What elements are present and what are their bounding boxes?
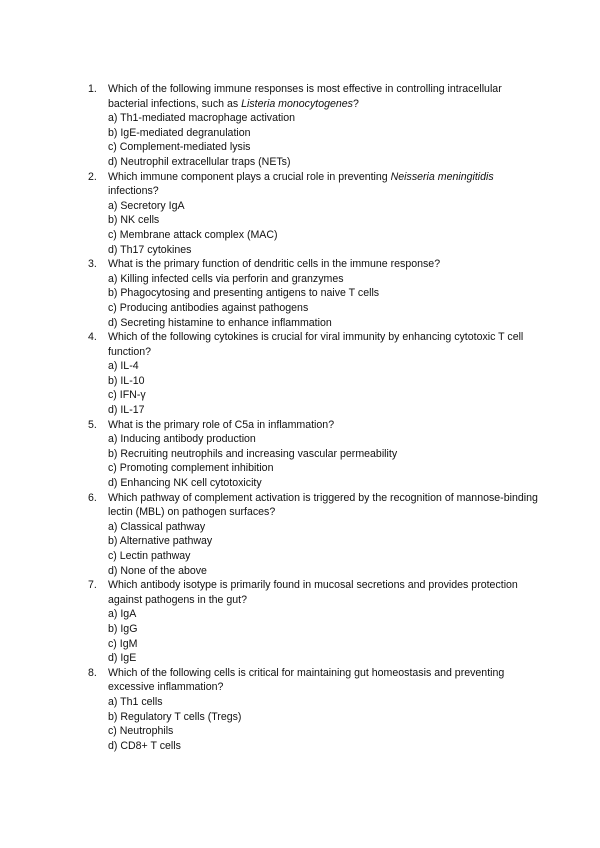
answer-option: b) NK cells [108,214,160,227]
answer-option: a) Th1-mediated macrophage activation [108,112,296,125]
answer-option: d) None of the above [108,564,207,577]
answer-options [108,607,540,665]
question-number: 2. [88,170,97,183]
question-number: 4. [88,331,97,344]
question-text: Which of the following cytokines is crucial for viral immunity by enhancing cytotoxic T cell function? [108,331,524,358]
answer-option: b) IL-10 [108,374,145,387]
question-5 [0,418,600,491]
answer-option: a) Secretory IgA [108,199,185,212]
question-list [0,82,600,753]
question-number: 8. [88,666,97,679]
answer-option: d) Enhancing NK cell cytotoxicity [108,477,262,490]
answer-option: c) IFN-γ [108,389,146,402]
question-text: Which immune component plays a crucial role in preventing Neisseria meningitidis infections? [108,170,494,198]
question-number: 6. [88,491,97,504]
answer-options [108,199,540,257]
question-text: Which pathway of complement activation is triggered by the recognition of mannose-binding lectin (MBL) on pathogen surfaces? [108,491,538,519]
question-1 [0,82,600,170]
answer-options [108,432,540,490]
answer-options [108,520,540,578]
answer-options [108,272,540,330]
organism-name: Listeria monocytogenes [241,97,353,110]
answer-option: c) Neutrophils [108,725,174,738]
question-number: 1. [88,83,97,95]
answer-option: d) CD8+ T cells [108,739,181,752]
answer-option: d) Secreting histamine to enhance inflammation [108,316,332,329]
answer-option: d) IL-17 [108,404,145,417]
answer-option: c) Complement-mediated lysis [108,141,251,154]
answer-options [108,111,540,169]
answer-option: b) IgG [108,622,138,635]
answer-option: c) Membrane attack complex (MAC) [108,228,278,241]
answer-option: c) Producing antibodies against pathogens [108,301,309,314]
question-7 [0,578,600,666]
answer-option: c) Lectin pathway [108,550,191,562]
answer-option: a) Inducing antibody production [108,433,256,446]
question-number: 7. [88,579,97,592]
answer-option: a) IgA [108,608,137,621]
answer-options [108,695,540,753]
answer-option: b) IgE-mediated degranulation [108,126,251,139]
answer-option: b) Alternative pathway [108,535,213,548]
answer-option: a) Classical pathway [108,520,206,533]
question-number: 3. [88,258,97,271]
answer-option: b) Phagocytosing and presenting antigens to naive T cells [108,287,380,300]
question-text: What is the primary role of C5a in inflammation? [108,418,335,431]
answer-option: a) IL-4 [108,360,139,373]
question-number: 5. [88,418,97,431]
question-3 [0,257,600,330]
organism-name: Neisseria meningitidis [390,170,494,183]
answer-option: b) Regulatory T cells (Tregs) [108,710,242,723]
answer-options [108,359,540,417]
answer-option: d) Th17 cytokines [108,243,192,256]
question-text: Which of the following cells is critical for maintaining gut homeostasis and preventing excessive inflammation? [108,666,505,694]
question-8 [0,666,600,754]
answer-option: a) Killing infected cells via perforin and granzymes [108,272,344,285]
answer-option: c) IgM [108,637,138,650]
answer-option: d) IgE [108,652,137,665]
question-text: Which of the following immune responses is most effective in controlling intracellular bacterial infections, such as Listeria monocytogenes? [108,83,502,110]
question-text: What is the primary function of dendritic cells in the immune response? [108,258,441,271]
answer-option: a) Th1 cells [108,695,163,708]
answer-option: b) Recruiting neutrophils and increasing vascular permeability [108,447,398,460]
answer-option: d) Neutrophil extracellular traps (NETs) [108,155,291,168]
question-4 [0,330,600,418]
answer-option: c) Promoting complement inhibition [108,462,274,475]
question-2 [0,170,600,258]
question-6 [0,491,600,579]
question-text: Which antibody isotype is primarily found in mucosal secretions and provides protection against pathogens in the gut? [108,579,518,606]
